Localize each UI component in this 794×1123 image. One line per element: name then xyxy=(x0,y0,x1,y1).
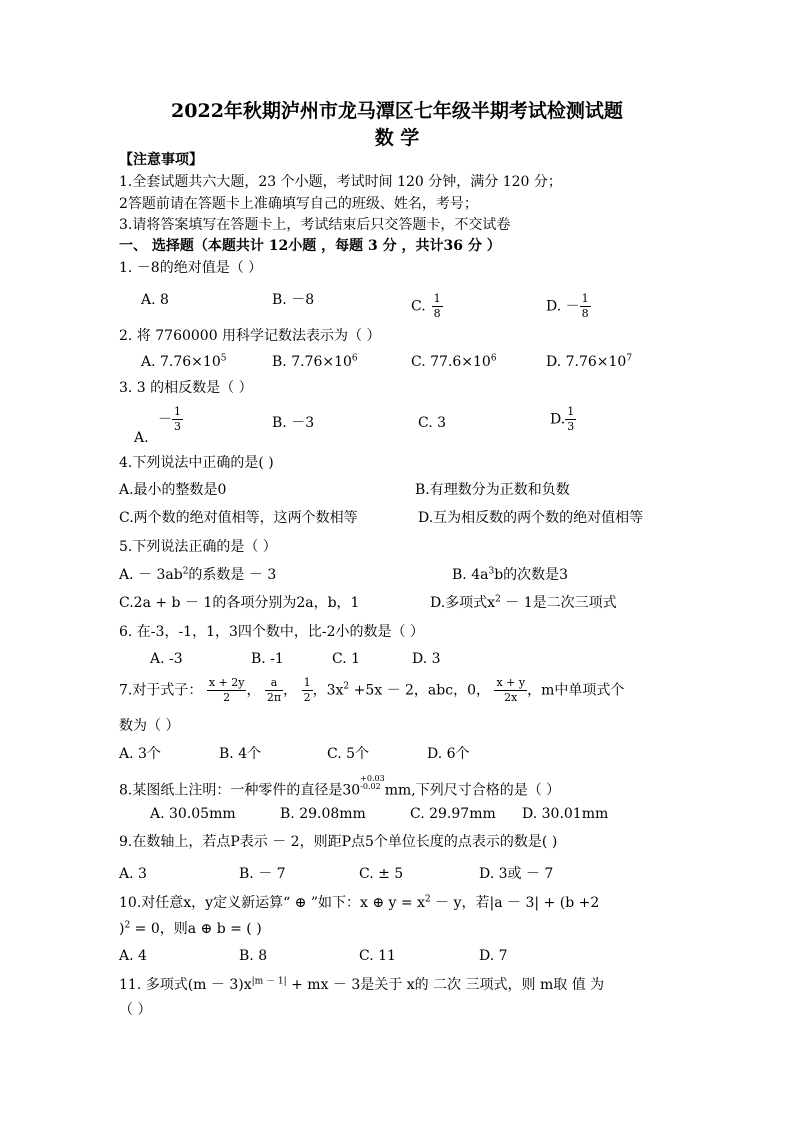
option-b: B. $7.76\times 10^6$ xyxy=(272,353,358,370)
option-d: D. $\frac{1}{3}$ xyxy=(550,405,575,433)
option-d: D. 3 xyxy=(412,651,441,667)
option-a: A. － $3ab^2$的系数是 － 3 xyxy=(119,566,277,583)
option-b: B. 29.08mm xyxy=(280,806,366,822)
question-stem: 1. －8的绝对值是（ ） xyxy=(119,260,263,276)
option-a: A. 4 xyxy=(119,948,147,964)
subject-title: 数 学 xyxy=(374,127,420,149)
option-b: B. 8 xyxy=(239,948,268,964)
option-c: C.2a + b － 1的各项分别为2a，b，1 xyxy=(119,595,360,611)
option-c: C. 5个 xyxy=(327,746,370,762)
option-b: B. － 7 xyxy=(239,866,286,882)
option-a: A. 8 xyxy=(141,292,169,308)
option-d: D. 6个 xyxy=(427,746,470,762)
option-c: C. ± 5 xyxy=(359,866,404,882)
notice-item: 3.请将答案填写在答题卡上，考试结束后只交答题卡，不交试卷 xyxy=(119,217,511,233)
option-c: C. 1 xyxy=(332,651,361,667)
option-b: B. －8 xyxy=(272,292,315,308)
notice-item: 2答题前请在答题卡上准确填写自己的班级、姓名，考号； xyxy=(119,196,478,212)
option-a: A. 3 xyxy=(119,866,147,882)
option-a: A. xyxy=(134,430,149,446)
option-a: A. 30.05mm xyxy=(150,806,236,822)
question-stem: 6. 在-3，-1，1，3四个数中，比-2小的数是（ ） xyxy=(119,624,424,640)
option-c: C. 3 xyxy=(418,415,447,431)
question-stem: 5.下列说法正确的是（ ） xyxy=(119,539,277,555)
question-stem-cont: （ ） xyxy=(119,1002,152,1018)
option-c: C. 29.97mm xyxy=(410,806,496,822)
page-title: 2022年秋期泸州市龙马潭区七年级半期考试检测试题 xyxy=(171,100,623,122)
option-d: D. 30.01mm xyxy=(522,806,609,822)
option-b: B. 4个 xyxy=(219,746,262,762)
section-heading: 一、 选择题（本题共计 12小题 ，每题 3 分 ，共计36 分 ） xyxy=(119,238,501,254)
question-stem: 9.在数轴上，若点P表示 － 2，则距P点5个单位长度的点表示的数是( ) xyxy=(119,834,558,850)
option-a: A. -3 xyxy=(150,651,183,667)
question-stem-cont: )$^2$ = 0，则a ⊕ b = ( ) xyxy=(119,920,262,937)
option-d: D.多项式$x^2 - 1$是二次三项式 xyxy=(430,594,617,611)
question-stem: 3. 3 的相反数是（ ） xyxy=(119,380,253,396)
option-c: C.两个数的绝对值相等，这两个数相等 xyxy=(119,510,358,526)
option-d: D. 3或 － 7 xyxy=(479,866,554,882)
option-d: D. － $\frac{1}{8}$ xyxy=(546,292,589,320)
option-c: C. 11 xyxy=(359,948,396,964)
option-c: C. $77.6\times 10^6$ xyxy=(411,353,497,370)
option-d: D. 7 xyxy=(479,948,508,964)
option-d: D. $7.76\times 10^7$ xyxy=(546,353,633,370)
option-a: A.最小的整数是0 xyxy=(119,482,227,498)
option-b: B. -1 xyxy=(251,651,284,667)
option-b: B.有理数分为正数和负数 xyxy=(415,482,570,498)
question-stem-cont: 数为（ ） xyxy=(119,718,180,734)
option-a: A. $7.76\times 10^5$ xyxy=(141,353,227,370)
notice-item: 1.全套试题共六大题，23 个小题，考试时间 120 分钟，满分 120 分； xyxy=(119,174,562,190)
option-d: D.互为相反数的两个数的绝对值相等 xyxy=(418,510,644,526)
question-stem: 11. 多项式$(m - 3)x^{|m - 1|}$ + mx － 3是关于 x的 二次 三项式，则 m取 值 为 xyxy=(119,976,605,993)
option-b: B. －3 xyxy=(272,415,315,431)
option-a-value: － $\frac{1}{3}$ xyxy=(158,405,181,433)
question-stem: 10.对任意x，y定义新运算“ ⊕ ”如下：x ⊕ $y = x^2 - y$，若|a － 3| + (b +2 xyxy=(119,894,600,911)
question-stem: 7.对于式子： $\frac{x + 2y}{2}$ ， $\frac{a}{2\pi}$ ， $\frac{1}{2}$ ，$3x^2 +5x - 2$，abc，0， $\frac{x + y}{2x}$ ，m中单项式个 xyxy=(119,676,625,704)
notice-heading: 【注意事项】 xyxy=(119,152,203,168)
question-stem: 8.某图纸上注明：一种零件的直径是30 +0.03 -0.02 mm,下列尺寸合格的是（ ） xyxy=(119,774,561,799)
option-a: A. 3个 xyxy=(119,746,161,762)
question-stem: 2. 将 7760000 用科学记数法表示为（ ） xyxy=(119,328,381,344)
question-stem: 4.下列说法中正确的是( ) xyxy=(119,455,274,471)
option-c: C. $\frac{1}{8}$ xyxy=(411,292,441,320)
option-b: B. $4a^3b$的次数是3 xyxy=(452,566,569,583)
